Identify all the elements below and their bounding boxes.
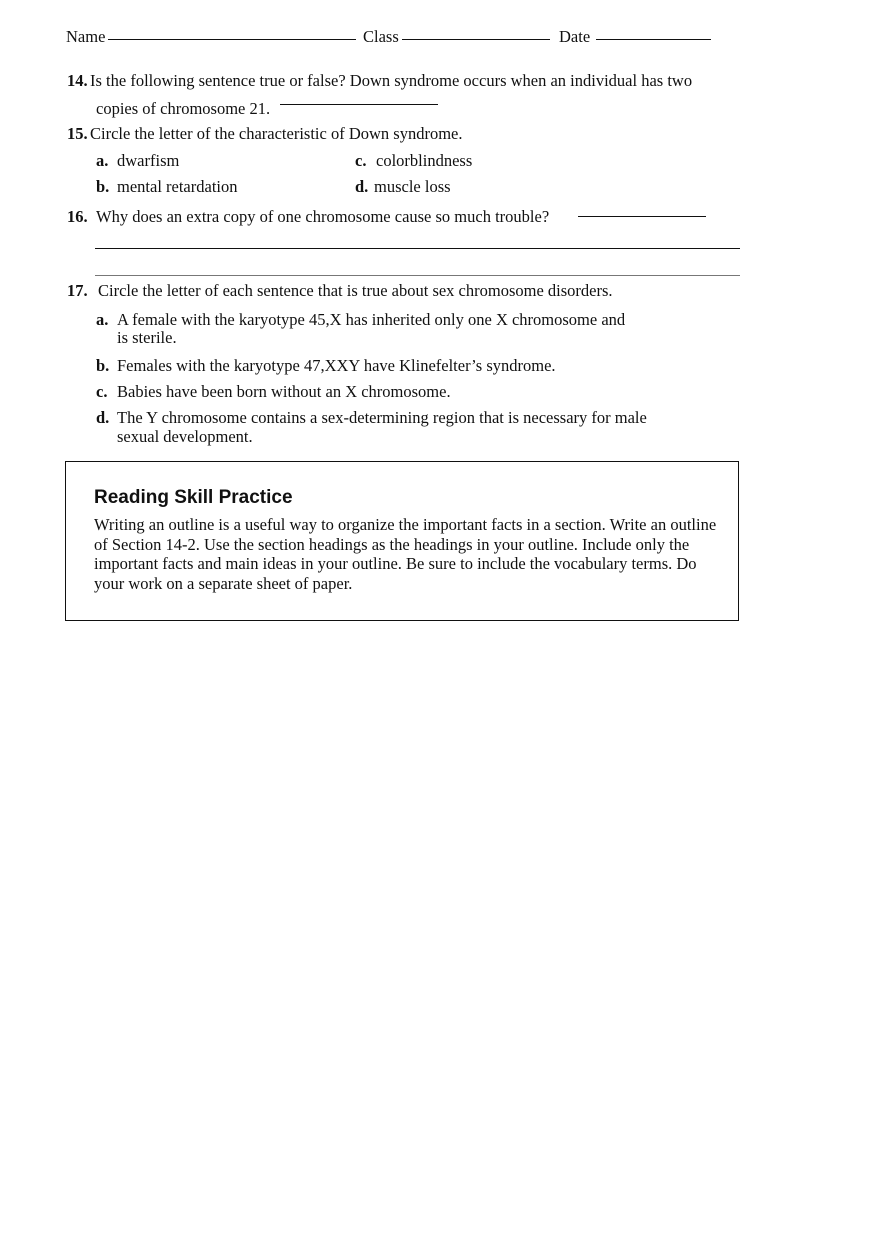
question-15-option-b-letter[interactable]: b. [96, 177, 110, 196]
question-17-option-a-line2: is sterile. [117, 328, 177, 347]
question-17-option-d-line2: sexual development. [117, 427, 253, 446]
question-17-option-a-letter[interactable]: a. [96, 310, 109, 329]
question-17-text: Circle the letter of each sentence that is true about sex chromosome disorders. [98, 281, 613, 300]
question-17-option-c-letter[interactable]: c. [96, 382, 108, 401]
question-15-option-d-letter[interactable]: d. [355, 177, 369, 196]
reading-skill-body: Writing an outline is a useful way to organize the important facts in a section. Write an outline of Section 14-2. Use the section headings as the headings in your outline. Include only the important facts and main ideas in your outline. Be sure to include the vocabulary terms. Do your work on a separate sheet of paper. [94, 515, 717, 593]
question-16-answer-blank-1[interactable] [578, 216, 706, 217]
question-17-option-c-line1: Babies have been born without an X chromosome. [117, 382, 451, 401]
question-17-option-a-line1: A female with the karyotype 45,X has inherited only one X chromosome and [117, 310, 626, 329]
question-15-option-a-text: dwarfism [117, 151, 180, 170]
question-17-option-d-letter[interactable]: d. [96, 408, 110, 427]
question-15-number: 15. [67, 124, 88, 143]
question-15-option-b-text: mental retardation [117, 177, 238, 196]
question-16-number: 16. [67, 207, 88, 226]
date-label: Date [559, 27, 591, 46]
date-blank[interactable] [596, 39, 711, 40]
question-17-option-b-line1: Females with the karyotype 47,XXY have Klinefelter’s syndrome. [117, 356, 556, 375]
question-15-option-d-text: muscle loss [374, 177, 451, 196]
question-16-text: Why does an extra copy of one chromosome cause so much trouble? [96, 207, 550, 226]
question-15-option-c-letter[interactable]: c. [355, 151, 367, 170]
question-14-text-cont: copies of chromosome 21. [96, 99, 271, 118]
class-label: Class [363, 27, 399, 46]
class-blank[interactable] [402, 39, 550, 40]
question-15-option-a-letter[interactable]: a. [96, 151, 109, 170]
question-17-option-b-letter[interactable]: b. [96, 356, 110, 375]
question-15-option-c-text: colorblindness [376, 151, 473, 170]
name-label: Name [66, 27, 106, 46]
question-16-answer-blank-3[interactable] [95, 275, 740, 276]
reading-skill-box [65, 461, 739, 621]
question-14-number: 14. [67, 71, 88, 90]
question-14-answer-blank[interactable] [280, 104, 438, 105]
question-15-text: Circle the letter of the characteristic of Down syndrome. [90, 124, 463, 143]
question-16-answer-blank-2[interactable] [95, 248, 740, 249]
reading-skill-title: Reading Skill Practice [94, 487, 293, 508]
question-17-option-d-line1: The Y chromosome contains a sex-determining region that is necessary for male [117, 408, 647, 427]
name-blank[interactable] [108, 39, 356, 40]
question-17-number: 17. [67, 281, 88, 300]
question-14-text: Is the following sentence true or false? Down syndrome occurs when an individual has two [90, 71, 693, 90]
